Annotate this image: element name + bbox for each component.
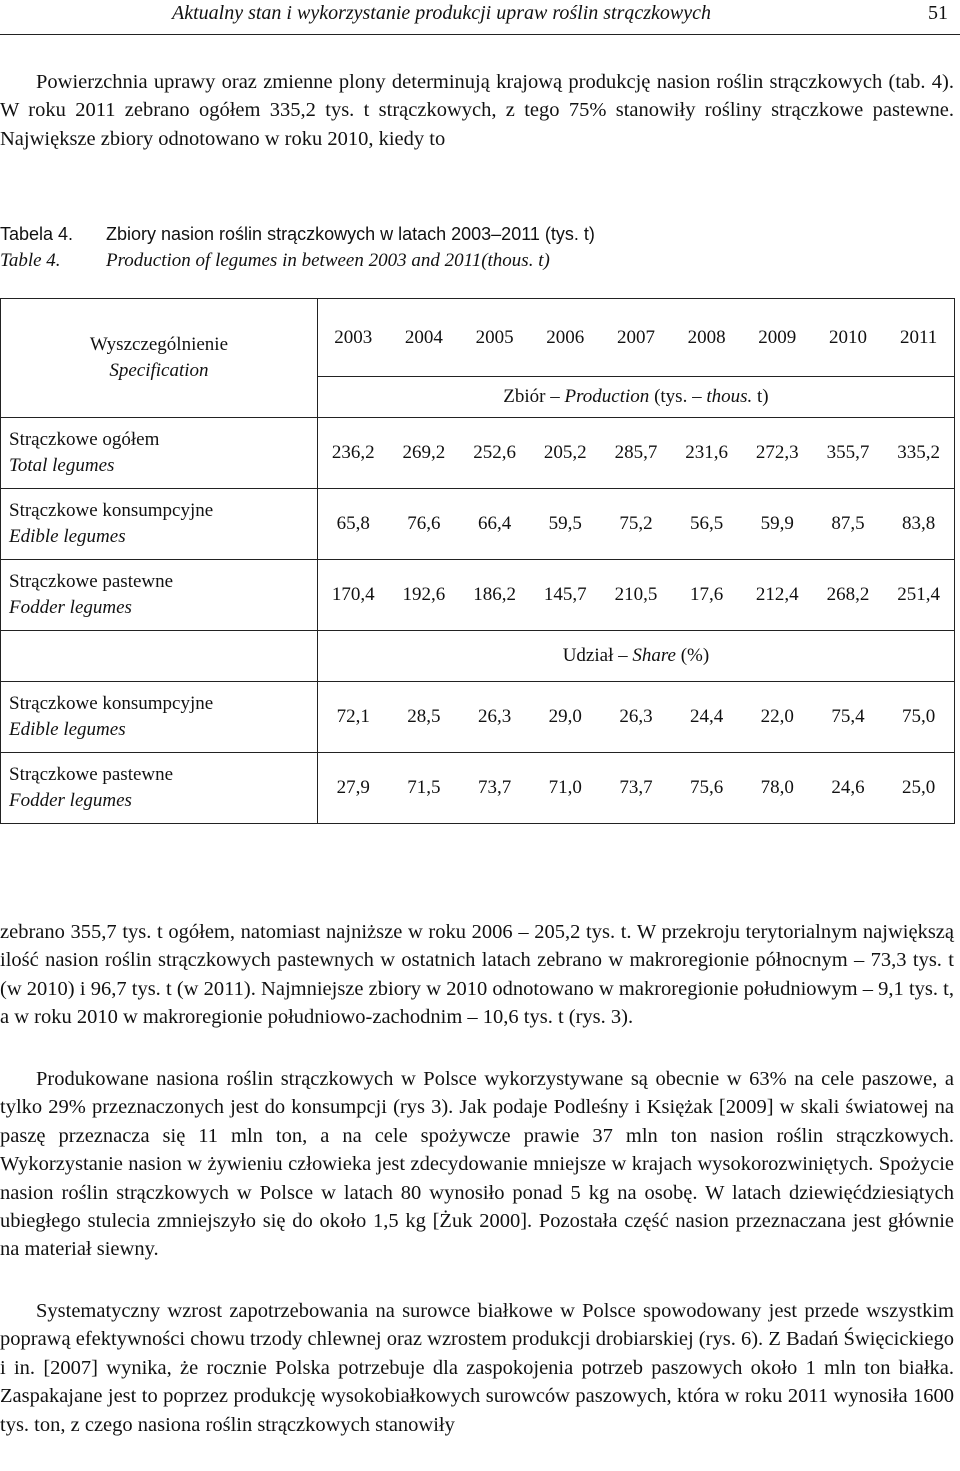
row-label: Strączkowe konsumpcyjne Edible legumes (1, 682, 318, 753)
table-cell: 76,6 (389, 489, 460, 560)
intro-paragraph: Powierzchnia uprawy oraz zmienne plony determinują krajową produkcję nasion roślin strączkowych (tab. 4). W roku 2011 zebrano ogółem 335,2 tys. t strączkowych, z tego 75% stanowiły rośliny strączkowe pastewne. Największe zbiory odnotowano w roku 2010, kiedy to (0, 71, 954, 150)
table-cell: 71,0 (530, 753, 601, 824)
table-cell: 355,7 (813, 418, 884, 489)
year-header: 2009 (742, 299, 813, 377)
running-title: Aktualny stan i wykorzystanie produkcji upraw roślin strączkowych (172, 2, 712, 24)
year-header: 2006 (530, 299, 601, 377)
table-cell: 268,2 (813, 560, 884, 631)
table-cell: 29,0 (530, 682, 601, 753)
table-cell: 26,3 (601, 682, 672, 753)
specification-header (1, 299, 318, 418)
table-cell: 75,6 (671, 753, 742, 824)
table-cell: 335,2 (883, 418, 954, 489)
section-share-spacer (1, 631, 318, 682)
table-cell: 78,0 (742, 753, 813, 824)
table-cell: 65,8 (317, 489, 388, 560)
table-cell: 17,6 (671, 560, 742, 631)
table-cell: 212,4 (742, 560, 813, 631)
table-cell: 73,7 (601, 753, 672, 824)
spec-label-en: Specification (109, 360, 209, 381)
table-cell: 73,7 (459, 753, 530, 824)
table-cell: 252,6 (459, 418, 530, 489)
caption-label-en: Table 4. (0, 250, 61, 271)
year-header: 2003 (317, 299, 388, 377)
table-cell: 251,4 (883, 560, 954, 631)
body-paragraph: zebrano 355,7 tys. t ogółem, natomiast najniższe w roku 2006 – 205,2 tys. t. W przekroju terytorialnym największą ilość nasion roślin strączkowych pastewnych w ostatnich latach zebrano w makroregionie północnym – 73,3 tys. t (w 2010) i 96,7 tys. t (w 2011). Najmniejsze zbiory w 2010 odnotowano w makroregionie południowym – 9,1 tys. t, a w roku 2010 w makroregionie południowo-zachodnim – 10,6 tys. t (rys. 3). (0, 921, 954, 1029)
table-cell: 25,0 (883, 753, 954, 824)
table-cell: 24,4 (671, 682, 742, 753)
table-cell: 285,7 (601, 418, 672, 489)
table-cell: 87,5 (813, 489, 884, 560)
table-cell: 205,2 (530, 418, 601, 489)
table-row (1, 753, 955, 824)
table-header-row (1, 299, 955, 377)
table-cell: 66,4 (459, 489, 530, 560)
table-cell: 83,8 (883, 489, 954, 560)
table-cell: 24,6 (813, 753, 884, 824)
table-row (1, 418, 955, 489)
row-label: Strączkowe konsumpcyjne Edible legumes (1, 489, 318, 560)
table-cell: 22,0 (742, 682, 813, 753)
table-row (1, 682, 955, 753)
table-cell: 75,2 (601, 489, 672, 560)
year-header: 2011 (883, 299, 954, 377)
table-cell: 75,0 (883, 682, 954, 753)
table-cell: 26,3 (459, 682, 530, 753)
table-cell: 272,3 (742, 418, 813, 489)
table-cell: 186,2 (459, 560, 530, 631)
caption-text-pl: Zbiory nasion roślin strączkowych w latach 2003–2011 (tys. t) (106, 224, 595, 244)
production-table (0, 298, 955, 824)
caption-label-pl: Tabela 4. (0, 224, 74, 244)
year-header: 2010 (813, 299, 884, 377)
table-cell: 27,9 (317, 753, 388, 824)
table-cell: 56,5 (671, 489, 742, 560)
year-header: 2004 (389, 299, 460, 377)
section-share-row (1, 631, 955, 682)
section-production-label: Zbiór – Production (tys. – thous. t) (317, 377, 954, 418)
row-label: Strączkowe pastewne Fodder legumes (1, 560, 318, 631)
table-cell: 59,5 (530, 489, 601, 560)
page-number: 51 (928, 2, 948, 24)
table-cell: 28,5 (389, 682, 460, 753)
table-row (1, 560, 955, 631)
running-header (0, 0, 960, 35)
row-label: Strączkowe ogółem Total legumes (1, 418, 318, 489)
year-header: 2005 (459, 299, 530, 377)
table-cell: 75,4 (813, 682, 884, 753)
table-cell: 72,1 (317, 682, 388, 753)
table-cell: 231,6 (671, 418, 742, 489)
table-row (1, 489, 955, 560)
table-cell: 236,2 (317, 418, 388, 489)
body-paragraph: Systematyczny wzrost zapotrzebowania na surowce białkowe w Polsce spowodowany jest przede wszystkim poprawą efektywności chowu trzody chlewnej oraz wzrostem produkcji drobiarskiej (rys. 6). Z Badań Święcickiego i in. [2007] wynika, że rocznie Polska potrzebuje dla zaspokojenia potrzeb paszowych około 1 mln ton białka. Zaspakajane jest to poprzez produkcję wysokobiałkowych surowców paszowych, która w roku 2011 wynosiła 1600 tys. ton, z czego nasiona roślin strączkowych stanowiły (0, 1300, 954, 1436)
table-cell: 210,5 (601, 560, 672, 631)
year-header: 2007 (601, 299, 672, 377)
spec-label-pl: Wyszczególnienie (89, 334, 229, 355)
table-cell: 170,4 (317, 560, 388, 631)
table-cell: 192,6 (389, 560, 460, 631)
table-cell: 145,7 (530, 560, 601, 631)
row-label: Strączkowe pastewne Fodder legumes (1, 753, 318, 824)
caption-text-en: Production of legumes in between 2003 and 2011(thous. t) (106, 250, 550, 271)
year-header: 2008 (671, 299, 742, 377)
table-cell: 269,2 (389, 418, 460, 489)
body-paragraph: Produkowane nasiona roślin strączkowych w Polsce wykorzystywane są obecnie w 63% na cele paszowe, a tylko 29% przeznaczonych jest do konsumpcji (rys 3). Jak podaje Podleśny i Księżak [2009] w skali światowej na paszę przeznacza się 11 mln ton, a na cele spożywcze prawie 37 mln ton nasion roślin strączkowych. Wykorzystanie nasion w żywieniu człowieka jest zdecydowanie mniejsze w krajach wysokorozwiniętych. Spożycie nasion roślin strączkowych w Polsce w latach 80 wynosiło ponad 5 kg na osobę. W latach dziewięćdziesiątych ubiegłego stulecia zmniejszyło się do około 1,5 kg [Żuk 2000]. Pozostała część nasion przeznaczana jest głównie na materiał siewny. (0, 1068, 954, 1261)
table-cell: 71,5 (389, 753, 460, 824)
table-cell: 59,9 (742, 489, 813, 560)
section-share-label: Udział – Share (%) (317, 631, 954, 682)
